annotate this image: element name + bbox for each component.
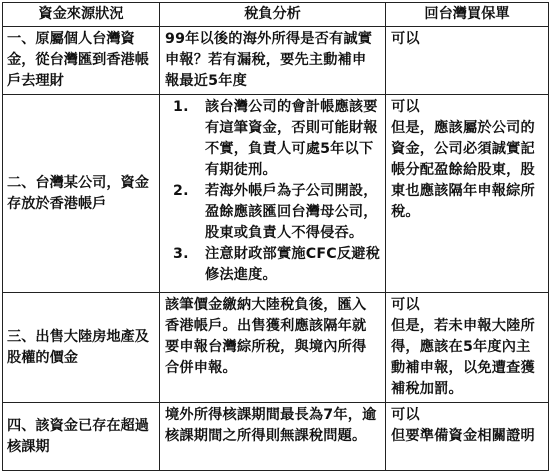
policy-cell: [386, 27, 549, 95]
header-buy-policy: 回台灣買保單: [386, 3, 549, 27]
source-cell: 一、原屬個人台灣資金，從台灣匯到香港帳戶去理財: [3, 27, 160, 95]
header-row: [3, 3, 549, 27]
list-item: [165, 97, 380, 181]
header-source: 資金來源狀況: [3, 3, 160, 27]
list-item: [165, 181, 380, 244]
header-tax-analysis: 稅負分析: [160, 3, 386, 27]
source-cell: 三、出售大陸房地產及股權的價金: [3, 293, 160, 403]
list-text: 該台灣公司的會計帳應該要有這筆資金，否則可能財報不實，負責人可處5年以下有期徒刑。: [205, 99, 378, 178]
list-number: 2.: [173, 183, 189, 199]
list-text: 若海外帳戶為子公司開設，盈餘應該匯回台灣母公司，股東或負責人不得侵吞。: [205, 183, 378, 241]
tax-cell: 境外所得核課期間最長為7年，逾核課期間之所得則無課稅問題。: [160, 403, 386, 471]
tax-list: [165, 97, 380, 286]
table-row: [3, 95, 549, 293]
source-cell: 四、該資金已存在超過核課期: [3, 403, 160, 471]
policy-note: 但要準備資金相關證明: [391, 428, 535, 444]
tax-cell: 該筆價金繳納大陸稅負後，匯入香港帳戶。出售獲利應該隔年就要申報台灣綜所稅，與境內所得合併申報。: [160, 293, 386, 403]
tax-cell: [160, 95, 386, 293]
policy-answer: 可以: [391, 99, 420, 115]
list-text: 注意財政部實施CFC反避稅修法進度。: [205, 246, 380, 283]
table-row: [3, 27, 549, 95]
table-row: [3, 293, 549, 403]
policy-answer: 可以: [391, 407, 420, 423]
policy-note: 但是，應該屬於公司的資金，公司必須誠實記帳分配盈餘給股東，股東也應該隔年申報綜所稅。: [391, 120, 535, 220]
list-item: [165, 244, 380, 286]
list-number: 1.: [173, 99, 189, 115]
source-cell: 二、台灣某公司，資金存放於香港帳戶: [3, 95, 160, 293]
tax-cell: 99年以後的海外所得是否有誠實申報？若有漏稅，要先主動補申報最近5年度: [160, 27, 386, 95]
policy-note: 但是，若未申報大陸所得，應該在5年度內主動補申報，以免遭查獲補稅加罰。: [391, 318, 535, 397]
policy-answer: 可以: [391, 297, 420, 313]
table-row: [3, 403, 549, 471]
policy-cell: [386, 403, 549, 471]
list-number: 3.: [173, 246, 189, 262]
policy-cell: [386, 95, 549, 293]
policy-cell: [386, 293, 549, 403]
tax-comparison-table: [2, 2, 549, 471]
policy-answer: 可以: [391, 31, 420, 47]
